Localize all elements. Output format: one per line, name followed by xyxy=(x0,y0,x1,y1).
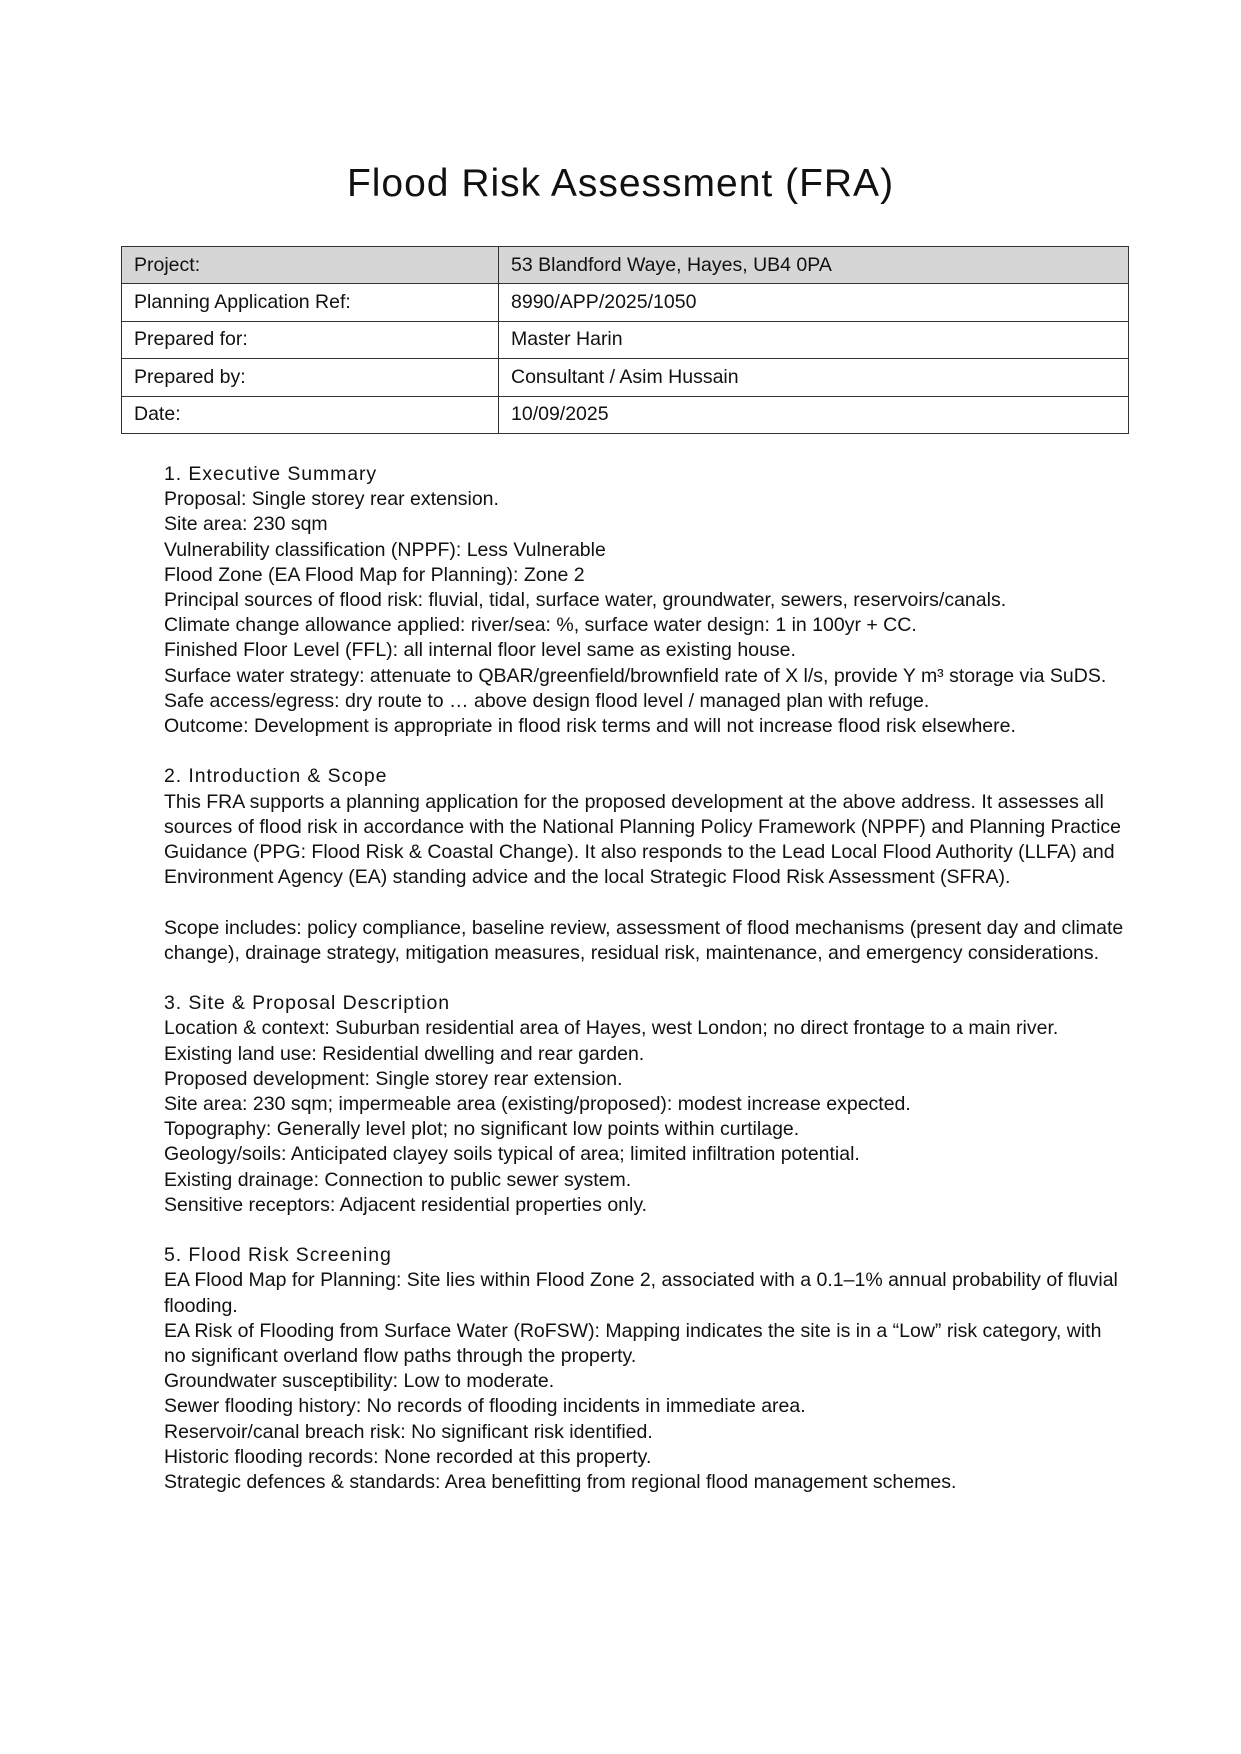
table-row xyxy=(122,284,1129,321)
site-line: Site area: 230 sqm; impermeable area (existing/proposed): modest increase expected. xyxy=(164,1093,911,1116)
section-executive-summary xyxy=(164,462,1124,739)
table-row xyxy=(122,396,1129,433)
prepared-for-value: Master Harin xyxy=(499,321,1129,358)
summary-line: Site area: 230 sqm xyxy=(164,513,328,536)
summary-line: Vulnerability classification (NPPF): Less Vulnerable xyxy=(164,538,606,561)
screening-line: Reservoir/canal breach risk: No significant risk identified. xyxy=(164,1420,653,1443)
table-row xyxy=(122,321,1129,358)
project-value: 53 Blandford Waye, Hayes, UB4 0PA xyxy=(499,247,1129,284)
date-label: Date: xyxy=(122,396,499,433)
site-line: Sensitive receptors: Adjacent residential properties only. xyxy=(164,1193,648,1216)
section-heading: 2. Introduction & Scope xyxy=(164,765,388,788)
site-line: Topography: Generally level plot; no significant low points within curtilage. xyxy=(164,1118,800,1141)
summary-line: Climate change allowance applied: river/sea: %, surface water design: 1 in 100yr + CC. xyxy=(164,614,917,637)
document-body xyxy=(164,462,1124,1520)
screening-line: Strategic defences & standards: Area benefitting from regional flood management schemes. xyxy=(164,1471,957,1494)
prepared-by-value: Consultant / Asim Hussain xyxy=(499,359,1129,396)
screening-line: EA Flood Map for Planning: Site lies within Flood Zone 2, associated with a 0.1–1% annual probability of fluvial flooding. xyxy=(164,1269,1118,1317)
summary-line: Flood Zone (EA Flood Map for Planning): Zone 2 xyxy=(164,563,585,586)
summary-line: Proposal: Single storey rear extension. xyxy=(164,488,499,511)
summary-line: Principal sources of flood risk: fluvial, tidal, surface water, groundwater, sewers, reservoirs/canals. xyxy=(164,589,1007,612)
site-line: Location & context: Suburban residential area of Hayes, west London; no direct frontage to a main river. xyxy=(164,1017,1059,1040)
date-value: 10/09/2025 xyxy=(499,396,1129,433)
site-line: Geology/soils: Anticipated clayey soils typical of area; limited infiltration potential. xyxy=(164,1143,860,1166)
table-row xyxy=(122,247,1129,284)
site-line: Existing land use: Residential dwelling and rear garden. xyxy=(164,1042,645,1065)
summary-line: Finished Floor Level (FFL): all internal floor level same as existing house. xyxy=(164,639,796,662)
paragraph: Scope includes: policy compliance, baseline review, assessment of flood mechanisms (present day and climate change), drainage strategy, mitigation measures, residual risk, maintenance, and emergency considerations. xyxy=(164,916,1124,964)
summary-line: Surface water strategy: attenuate to QBAR/greenfield/brownfield rate of X l/s, provide Y m³ storage via SuDS. xyxy=(164,664,1107,687)
screening-line: Groundwater susceptibility: Low to moderate. xyxy=(164,1370,555,1393)
summary-line: Safe access/egress: dry route to … above design flood level / managed plan with refuge. xyxy=(164,689,930,712)
application-ref-value: 8990/APP/2025/1050 xyxy=(499,284,1129,321)
project-label: Project: xyxy=(122,247,499,284)
prepared-for-label: Prepared for: xyxy=(122,321,499,358)
section-site-proposal xyxy=(164,991,1124,1218)
screening-line: Historic flooding records: None recorded at this property. xyxy=(164,1445,652,1468)
prepared-by-label: Prepared by: xyxy=(122,359,499,396)
project-details-table xyxy=(121,246,1129,434)
site-line: Existing drainage: Connection to public sewer system. xyxy=(164,1168,632,1191)
section-flood-risk-screening xyxy=(164,1243,1124,1495)
site-line: Proposed development: Single storey rear extension. xyxy=(164,1067,623,1090)
application-ref-label: Planning Application Ref: xyxy=(122,284,499,321)
summary-line: Outcome: Development is appropriate in flood risk terms and will not increase flood risk elsewhere. xyxy=(164,715,1016,738)
document-title: Flood Risk Assessment (FRA) xyxy=(346,162,895,205)
paragraph: This FRA supports a planning application for the proposed development at the above address. It assesses all sources of flood risk in accordance with the National Planning Policy Framework (NPPF) and Planning Practice Guidance (PPG: Flood Risk & Coastal Change). It also responds to the Lead Local Flood Authority (LLFA) and Environment Agency (EA) standing advice and the local Strategic Flood Risk Assessment (SFRA). xyxy=(164,790,1122,889)
section-introduction-scope xyxy=(164,764,1124,966)
section-heading: 5. Flood Risk Screening xyxy=(164,1244,392,1267)
screening-line: Sewer flooding history: No records of flooding incidents in immediate area. xyxy=(164,1395,806,1418)
section-heading: 1. Executive Summary xyxy=(164,463,378,485)
section-heading: 3. Site & Proposal Description xyxy=(164,992,451,1015)
table-row xyxy=(122,359,1129,396)
screening-line: EA Risk of Flooding from Surface Water (RoFSW): Mapping indicates the site is in a “Low” risk category, with no significant overland flow paths through the property. xyxy=(164,1319,1102,1368)
